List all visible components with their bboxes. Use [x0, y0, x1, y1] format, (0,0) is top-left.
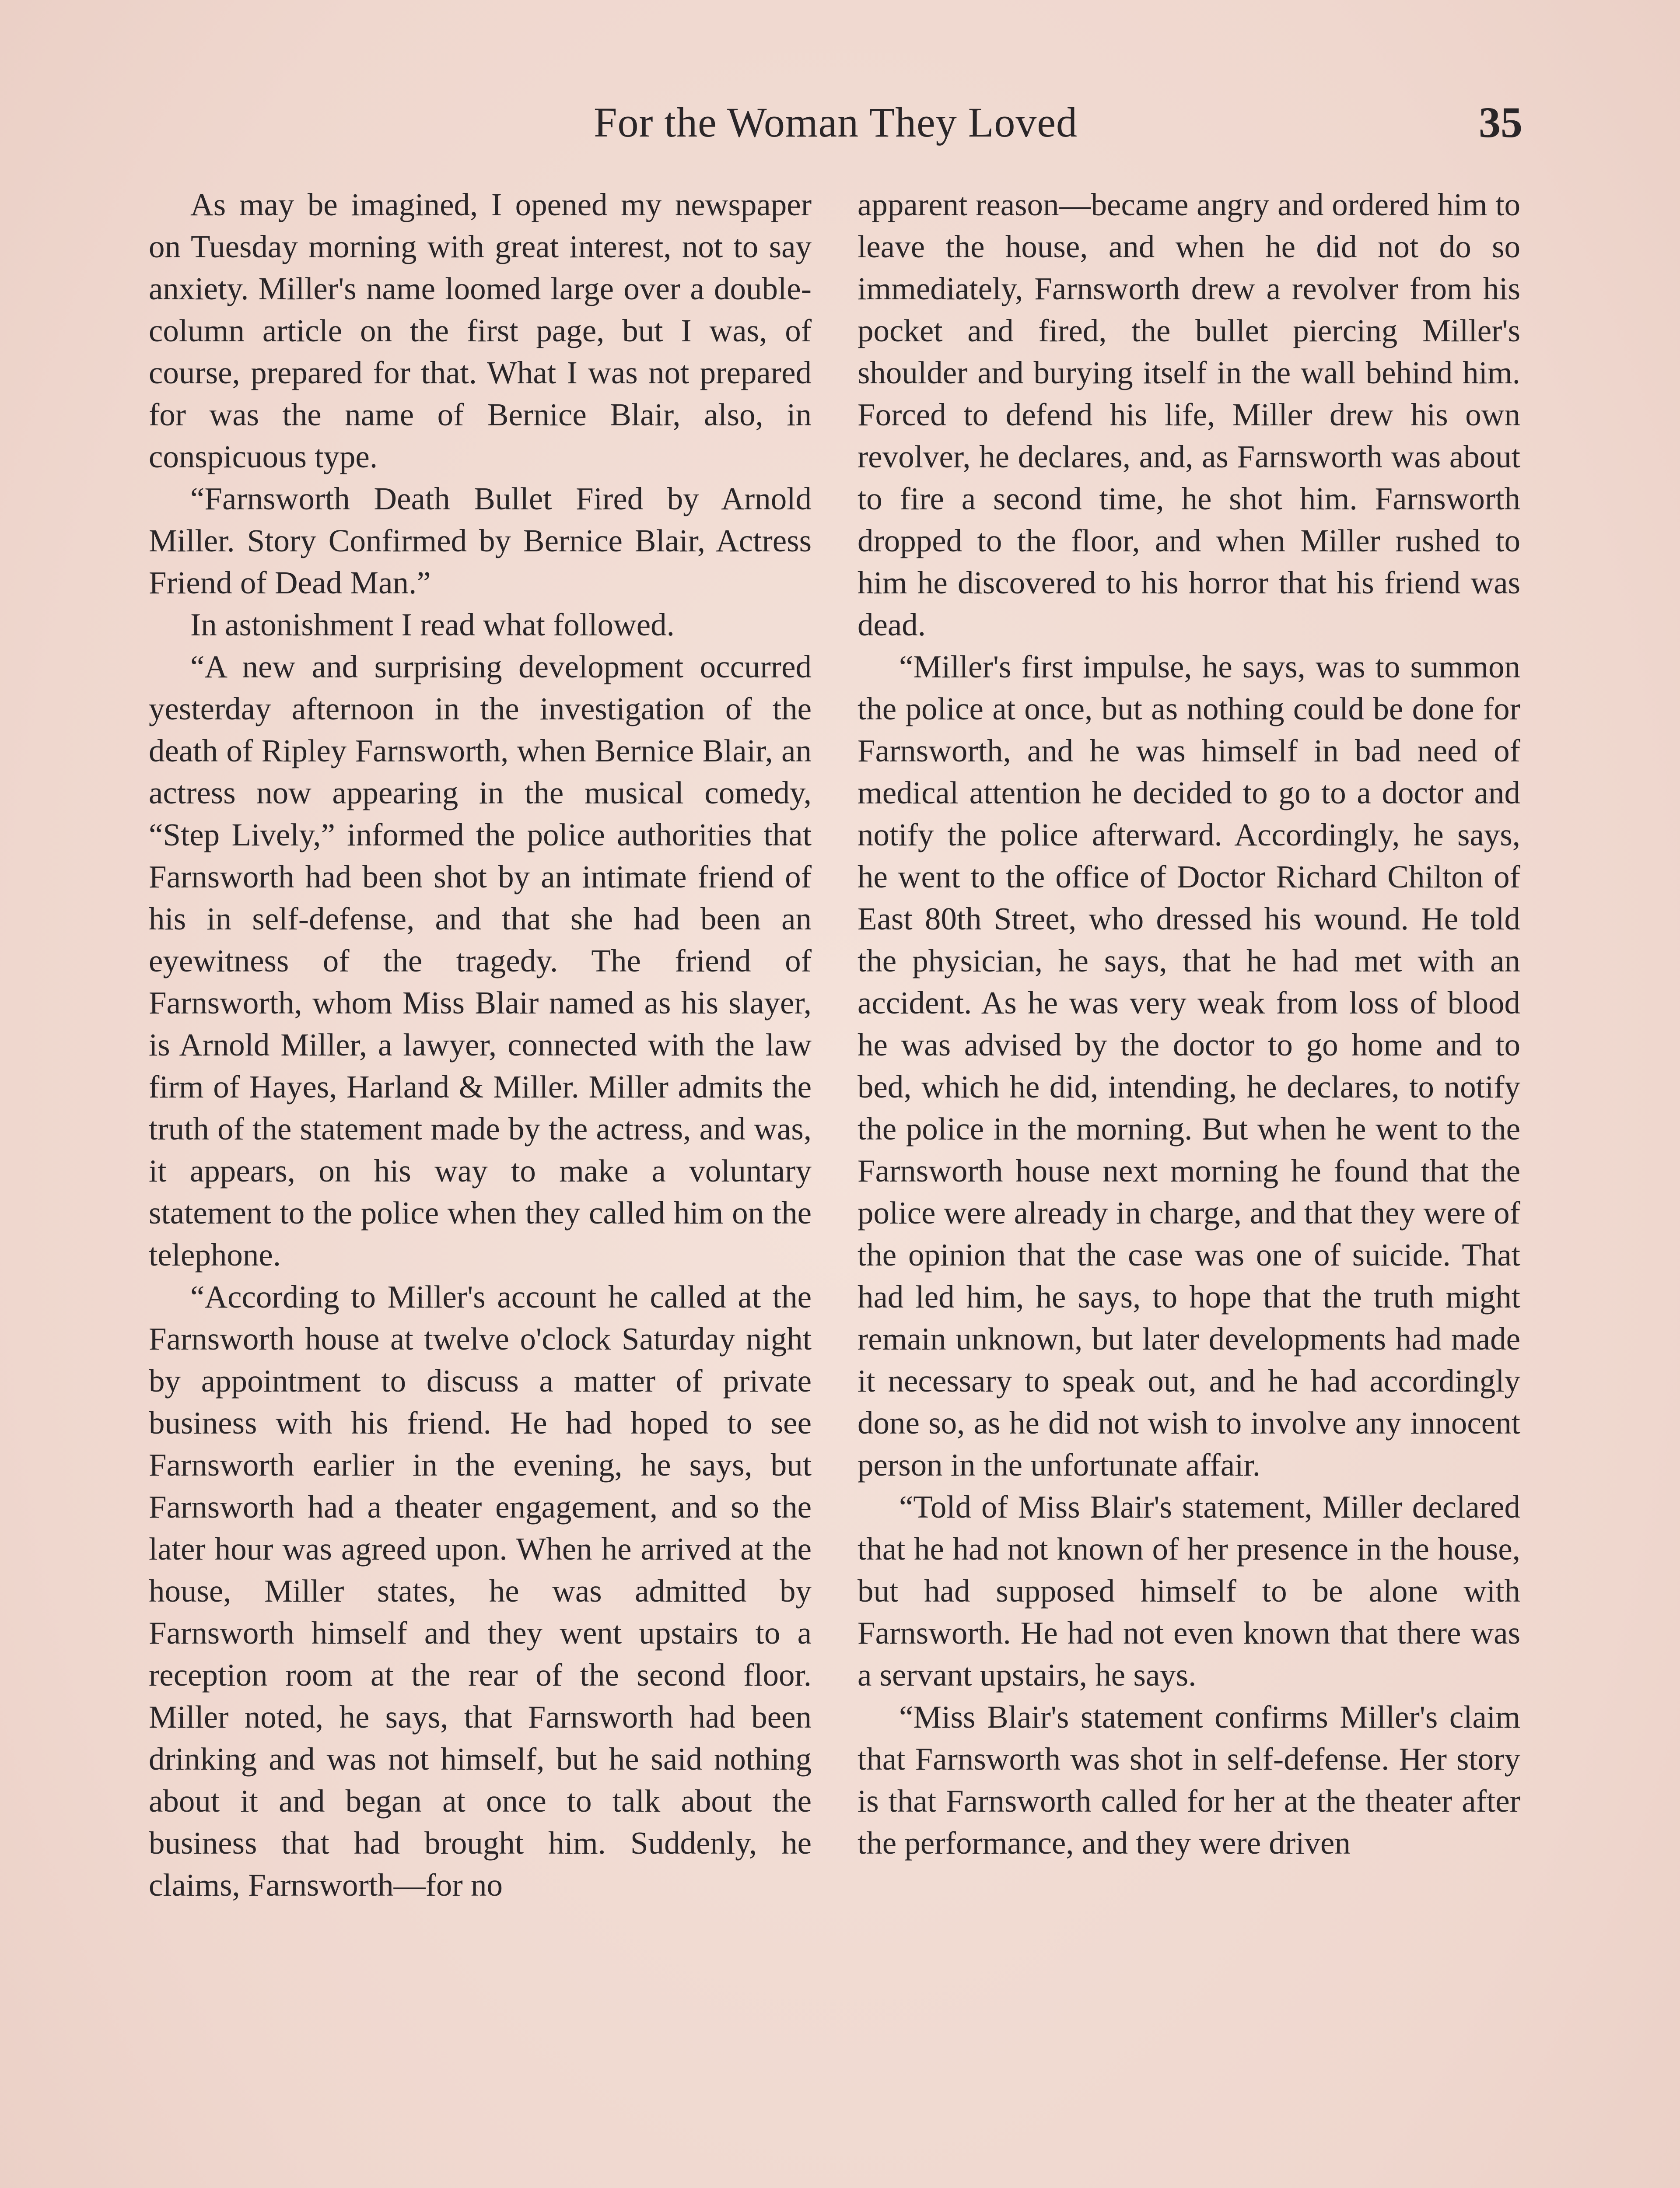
- paragraph: In astonishment I read what followed.: [190, 607, 675, 642]
- paragraph: “Farnsworth Death Bullet Fired by Arnold Miller. Story Confirmed by Bernice Blair, Actress Friend of Dead Man.”: [149, 481, 812, 600]
- paragraph: “A new and surprising development occurred yesterday afternoon in the investigation of the death of Ripley Farnsworth, when Bernice Blair, an actress now appearing in the musical comedy, “Step Lively,” informed the police authorities that Farnsworth had been shot by an intimate friend of his in self-defense, and that she had been an eyewitness of the tragedy. The friend of Farnsworth, whom Miss Blair named as his slayer, is Arnold Miller, a lawyer, connected with the law firm of Hayes, Harland & Miller. Miller admits the truth of the statement made by the actress, and was, it appears, on his way to make a voluntary statement to the police when they called him on the telephone.: [149, 649, 812, 1273]
- page-header: [149, 90, 1522, 155]
- paragraph-continued: apparent reason—became angry and ordered him to leave the house, and when he did not do so immediately, Farnsworth drew a revolver from his pocket and fired, the bullet piercing Miller's shoulder and burying itself in the wall behind him. Forced to defend his life, Miller drew his own revolver, he declares, and, as Farnsworth was about to fire a second time, he shot him. Farnsworth dropped to the floor, and when Miller rushed to him he discovered to his horror that his friend was dead.: [858, 187, 1520, 642]
- page-number: 35: [1479, 98, 1522, 147]
- paragraph: “Miller's first impulse, he says, was to summon the police at once, but as nothing could be done for Farnsworth, and he was himself in bad need of medical attention he decided to go to a doctor and notify the police afterward. Accordingly, he says, he went to the office of Doctor Richard Chilton of East 80th Street, who dressed his wound. He told the physician, he says, that he had met with an accident. As he was very weak from loss of blood he was advised by the doctor to go home and to bed, which he did, intending, he declares, to notify the police in the morning. But when he went to the Farnsworth house next morning he found that the police were already in charge, and that they were of the opinion that the case was one of suicide. That had led him, he says, to hope that the truth might remain unknown, but later developments had made it necessary to speak out, and he had accordingly done so, as he did not wish to involve any innocent person in the unfortunate affair.: [858, 649, 1520, 1483]
- left-column: [149, 184, 812, 1906]
- paragraph: “Told of Miss Blair's statement, Miller declared that he had not known of her presence in the house, but had supposed himself to be alone with Farnsworth. He had not even known that there was a servant upstairs, he says.: [858, 1489, 1520, 1693]
- paragraph: As may be imagined, I opened my newspaper on Tuesday morning with great interest, not to say anxiety. Miller's name loomed large over a double-column article on the first page, but I was, of course, prepared for that. What I was not prepared for was the name of Bernice Blair, also, in conspicuous type.: [149, 187, 812, 474]
- paragraph: “Miss Blair's statement confirms Miller's claim that Farnsworth was shot in self-defense. Her story is that Farnsworth called for her at the theater after the performance, and they were driven: [858, 1699, 1520, 1861]
- running-title: For the Woman They Loved: [594, 99, 1078, 146]
- paragraph: “According to Miller's account he called at the Farnsworth house at twelve o'clock Saturday night by appointment to discuss a matter of private business with his friend. He had hoped to see Farnsworth earlier in the evening, he says, but Farnsworth had a theater engagement, and so the later hour was agreed upon. When he arrived at the house, Miller states, he was admitted by Farnsworth himself and they went upstairs to a reception room at the rear of the second floor. Miller noted, he says, that Farnsworth had been drinking and was not himself, but he said nothing about it and began at once to talk about the business that had brought him. Suddenly, he claims, Farnsworth—for no: [149, 1279, 812, 1903]
- right-column: [858, 184, 1520, 1864]
